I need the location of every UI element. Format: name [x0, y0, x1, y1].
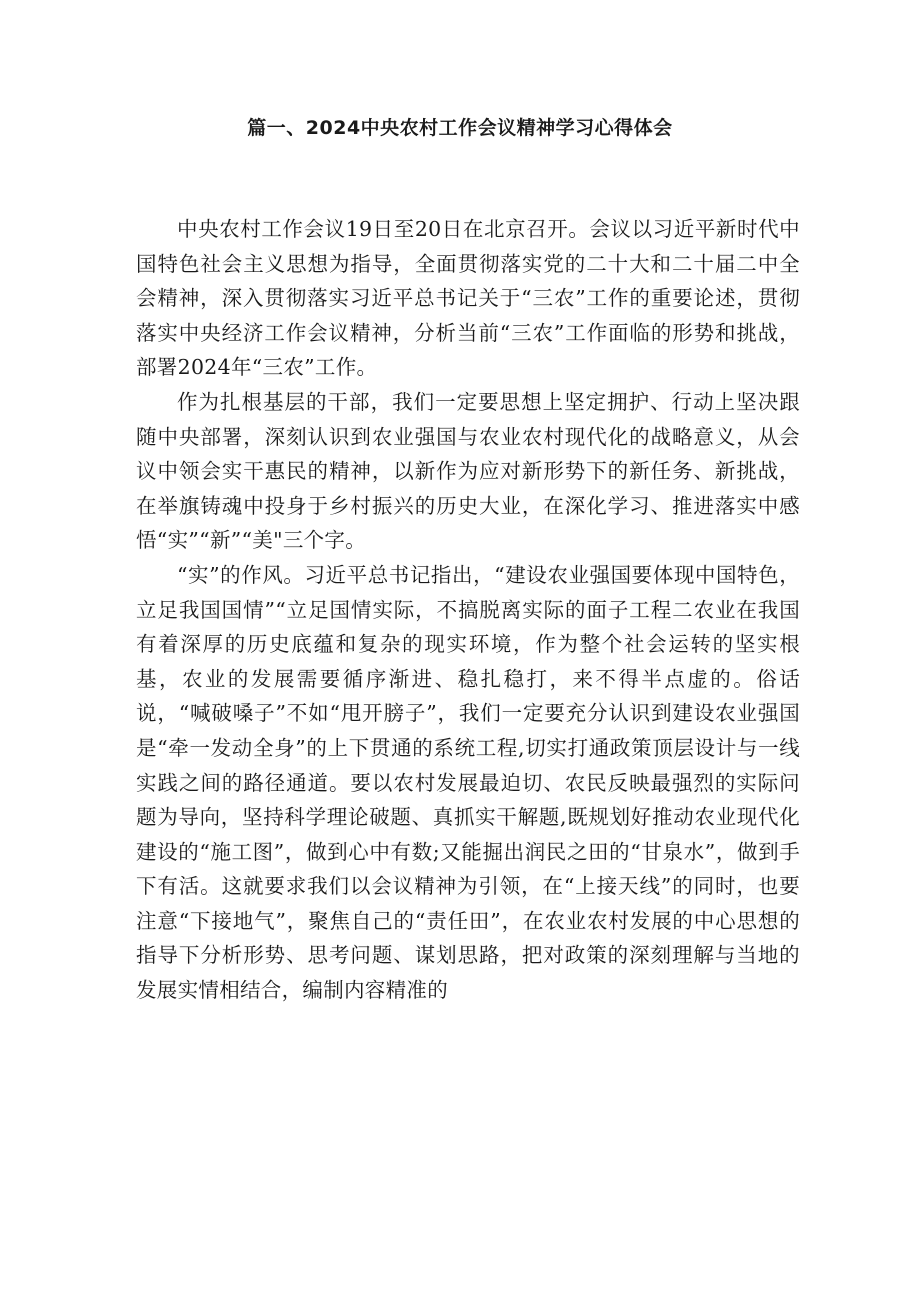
- paragraph-3: “实”的作风。习近平总书记指出，“建设农业强国要体现中国特色，立足我国国情”“立足国情实际，不搞脱离实际的面子工程二农业在我国有着深厚的历史底蕴和复杂的现实环境，作为整个社会运转的坚实根基，农业的发展需要循序渐进、稳扎稳打，来不得半点虚的。俗话说，“喊破嗓子”不如“甩开膀子”，我们一定要充分认识到建设农业强国是“牵一发动全身”的上下贯通的系统工程,切实打通政策顶层设计与一线实践之间的路径通道。要以农村发展最迫切、农民反映最强烈的实际问题为导向，坚持科学理论破题、真抓实干解题,既规划好推动农业现代化建设的“施工图”，做到心中有数;又能掘出润民之田的“甘泉水”，做到手下有活。这就要求我们以会议精神为引领，在“上接天线”的同时，也要注意“下接地气”，聚焦自己的“责任田”，在农业农村发展的中心思想的指导下分析形势、思考问题、谋划思路，把对政策的深刻理解与当地的发展实情相结合，编制内容精准的: [136, 562, 800, 1003]
- document-body: [136, 212, 800, 1008]
- document-title: 篇一、2024中央农村工作会议精神学习心得体会: [247, 117, 673, 139]
- paragraph-2: 作为扎根基层的干部，我们一定要思想上坚定拥护、行动上坚决跟随中央部署，深刻认识到农业强国与农业农村现代化的战略意义，从会议中领会实干惠民的精神，以新作为应对新形势下的新任务、新挑战，在举旗铸魂中投身于乡村振兴的历史大业，在深化学习、推进落实中感悟“实”“新”“美"三个字。: [136, 389, 800, 553]
- paragraph-1: 中央农村工作会议19日至20日在北京召开。会议以习近平新时代中国特色社会主义思想为指导，全面贯彻落实党的二十大和二十届二中全会精神，深入贯彻落实习近平总书记关于“三农”工作的重要论述，贯彻落实中央经济工作会议精神，分析当前“三农”工作面临的形势和挑战，部署2024年“三农”工作。: [136, 217, 800, 380]
